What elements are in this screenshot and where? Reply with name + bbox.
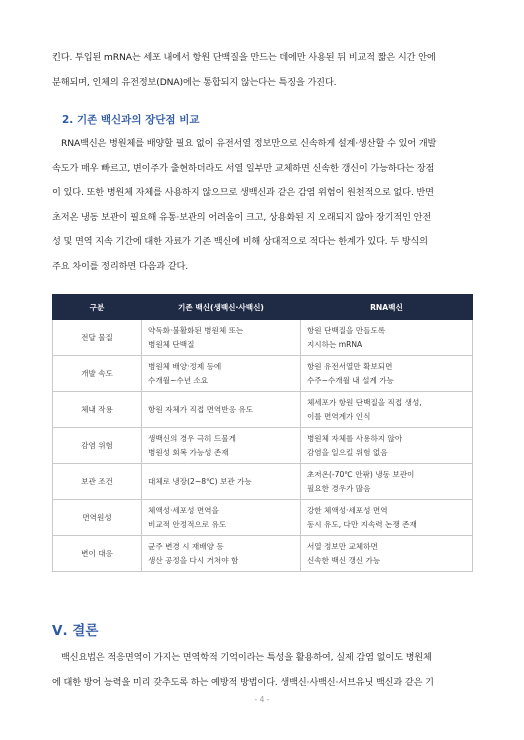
column-header: 기존 백신(생백신·사백신) [142,295,301,320]
table-row [53,356,473,392]
rna-vaccine-cell [300,392,472,428]
rna-vaccine-cell [300,500,472,536]
rna-vaccine-cell [300,428,472,464]
cell-line: 체액성·세포성 면역을 [148,505,219,515]
cell-line: 수주~수개월 내 설계 가능 [306,375,394,385]
comparison-paragraph [52,132,478,279]
text-line: 백신요법은 적응면역이 가지는 면역학적 기억이라는 특성을 활용하여, 실제 감염 없이도 병원체 [61,652,432,663]
table-row [53,500,473,536]
text-line: RNA백신은 병원체를 배양할 필요 없이 유전서열 정보만으로 신속하게 설계·생산할 수 있어 개발 [61,138,437,149]
cell-line: 대체로 냉장(2~8℃) 보관 가능 [148,476,252,486]
table-row [53,428,473,464]
cell-line: 감염을 일으킬 위험 없음 [306,447,388,457]
cell-line: 강한 체액성·세포성 면역 [306,505,388,515]
table-row [53,392,473,428]
existing-vaccine-cell [142,500,301,536]
rna-vaccine-cell [300,464,472,500]
text-line: 이 있다. 또한 병원체 자체를 사용하지 않으므로 생백신과 같은 감염 위험이 원천적으로 없다. 반면 [52,187,434,198]
table-row [53,536,473,572]
cell-line: 지시하는 mRNA [306,339,363,349]
cell-line: 항원 단백질을 만들도록 [306,325,386,335]
rna-vaccine-cell [300,356,472,392]
comparison-table [52,294,473,572]
cell-line: 병원체 단백질 [148,339,195,349]
section-heading: 2. 기존 백신과의 장단점 비교 [62,114,200,126]
cell-line: 체세포가 항원 단백질을 직접 생성, [306,397,422,407]
row-label: 감염 위험 [53,428,142,464]
cell-line: 서열 정보만 교체하면 [306,541,378,551]
existing-vaccine-cell [142,320,301,356]
rna-vaccine-cell [300,320,472,356]
cell-line: 약독화·불활화된 병원체 또는 [148,325,244,335]
chapter-heading: Ⅴ. 결론 [52,623,99,639]
cell-line: 병원체 자체를 사용하지 않아 [306,433,403,443]
row-label: 변이 대응 [53,536,142,572]
cell-line: 생백신의 경우 극히 드물게 [148,433,236,443]
cell-line: 병원성 회복 가능성 존재 [148,447,229,457]
text-line: 성 및 면역 지속 기간에 대한 자료가 기존 백신에 비해 상대적으로 적다는 한계가 있다. 두 방식의 [52,236,428,247]
row-label: 개발 속도 [53,356,142,392]
cell-line: 병원체 배양·정제 등에 [148,361,222,371]
text-line: 킨다. 투입된 mRNA는 세포 내에서 항원 단백질을 만드는 데에만 사용된 뒤 비교적 짧은 시간 안에 [52,52,436,63]
cell-line: 항원 유전서열만 확보되면 [306,361,393,371]
intro-paragraph [52,46,478,95]
table-row [53,320,473,356]
table-row [53,464,473,500]
rna-vaccine-cell [300,536,472,572]
existing-vaccine-cell [142,536,301,572]
conclusion-paragraph [52,646,478,695]
row-label: 체내 작용 [53,392,142,428]
existing-vaccine-cell [142,464,301,500]
row-label: 전달 물질 [53,320,142,356]
existing-vaccine-cell [142,428,301,464]
cell-line: 균주 변경 시 재배양 등 [148,541,224,551]
column-header: RNA백신 [300,295,472,320]
cell-line: 비교적 안정적으로 유도 [148,519,227,529]
cell-line: 신속한 백신 갱신 가능 [306,555,381,565]
existing-vaccine-cell [142,356,301,392]
cell-line: 필요한 경우가 많음 [306,483,371,493]
text-line: 에 대한 방어 능력을 미리 갖추도록 하는 예방적 방법이다. 생백신·사백신·서브유닛 백신과 같은 기 [52,676,434,688]
cell-line: 이를 면역계가 인식 [306,411,371,421]
cell-line: 동시 유도, 다만 지속력 논쟁 존재 [306,519,417,529]
existing-vaccine-cell [142,392,301,428]
cell-line: 항원 자체가 직접 면역반응 유도 [148,404,254,414]
table-header-row [53,295,473,320]
cell-line: 초저온(-70℃ 안팎) 냉동 보관이 [306,469,415,479]
text-line: 분해되며, 인체의 유전정보(DNA)에는 통합되지 않는다는 특징을 가진다. [52,76,337,88]
text-line: 초저온 냉동 보관이 필요해 유통·보관의 어려움이 크고, 상용화된 지 오래되지 않아 장기적인 안전 [52,211,432,223]
cell-line: 생산 공정을 다시 거쳐야 함 [148,555,239,565]
text-line: 속도가 매우 빠르고, 변이주가 출현하더라도 서열 일부만 교체하면 신속한 갱신이 가능하다는 장점 [52,162,435,174]
column-header: 구분 [53,295,142,320]
row-label: 면역원성 [53,500,142,536]
cell-line: 수개월~수년 소요 [148,375,209,385]
row-label: 보관 조건 [53,464,142,500]
text-line: 주요 차이를 정리하면 다음과 같다. [52,260,189,272]
page-number: - 4 - [254,695,270,704]
